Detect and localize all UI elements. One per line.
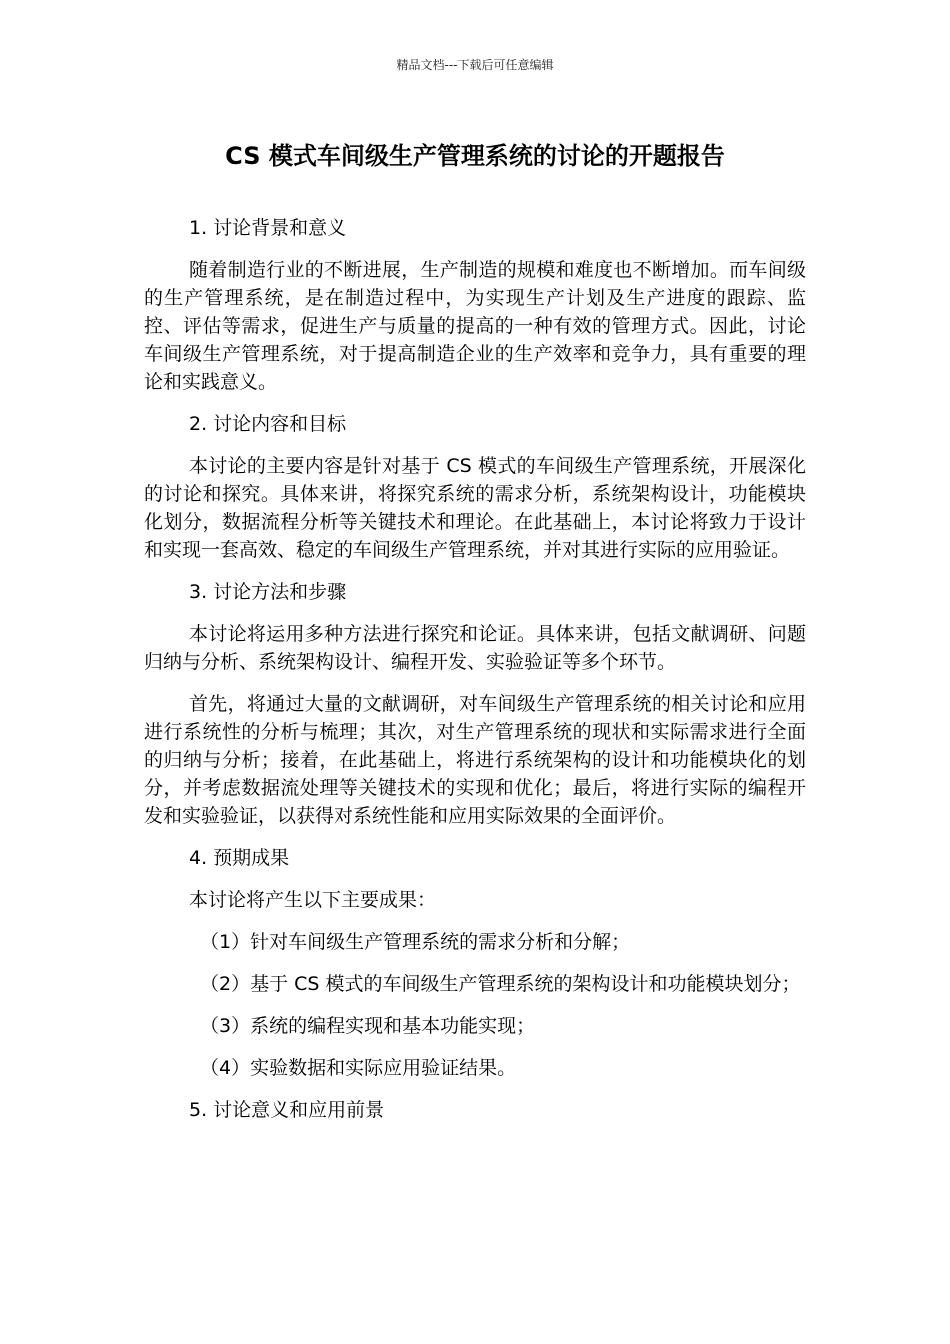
section-3-paragraph-1: 本讨论将运用多种方法进行探究和论证。具体来讲，包括文献调研、问题归纳与分析、系统架构设计、编程开发、实验验证等多个环节。 (144, 623, 806, 673)
outcome-item-4: （4）实验数据和实际应用验证结果。 (200, 1057, 517, 1079)
section-3-heading: 3. 讨论方法和步骤 (189, 581, 347, 603)
section-5-heading: 5. 讨论意义和应用前景 (189, 1099, 385, 1121)
section-2-paragraph: 本讨论的主要内容是针对基于 CS 模式的车间级生产管理系统，开展深化的讨论和探究。具体来讲，将探究系统的需求分析，系统架构设计，功能模块化划分，数据流程分析等关键技术和理论。在此基础上，本讨论将致力于设计和实现一套高效、稳定的车间级生产管理系统，并对其进行实际的应用验证。 (144, 455, 806, 561)
document-title: CS 模式车间级生产管理系统的讨论的开题报告 (225, 142, 725, 170)
section-4-intro: 本讨论将产生以下主要成果： (189, 889, 437, 911)
outcome-item-3: （3）系统的编程实现和基本功能实现； (200, 1015, 536, 1037)
section-4-heading: 4. 预期成果 (189, 847, 290, 869)
document-body (144, 214, 806, 1138)
section-2-heading: 2. 讨论内容和目标 (189, 413, 347, 435)
section-1-heading: 1. 讨论背景和意义 (189, 217, 347, 239)
outcome-item-2: （2）基于 CS 模式的车间级生产管理系统的架构设计和功能模块划分； (200, 973, 801, 995)
section-1-paragraph: 随着制造行业的不断进展，生产制造的规模和难度也不断增加。而车间级的生产管理系统，是在制造过程中，为实现生产计划及生产进度的跟踪、监控、评估等需求，促进生产与质量的提高的一种有效的管理方式。因此，讨论车间级生产管理系统，对于提高制造企业的生产效率和竞争力，具有重要的理论和实践意义。 (144, 259, 806, 393)
page-header-note: 精品文档---下载后可任意编辑 (396, 58, 554, 72)
section-3-paragraph-2: 首先，将通过大量的文献调研，对车间级生产管理系统的相关讨论和应用进行系统性的分析与梳理；其次，对生产管理系统的现状和实际需求进行全面的归纳与分析；接着，在此基础上，将进行系统架构的设计和功能模块化的划分，并考虑数据流处理等关键技术的实现和优化；最后，将进行实际的编程开发和实验验证，以获得对系统性能和应用实际效果的全面评价。 (144, 693, 806, 827)
outcome-item-1: （1）针对车间级生产管理系统的需求分析和分解； (200, 931, 631, 953)
